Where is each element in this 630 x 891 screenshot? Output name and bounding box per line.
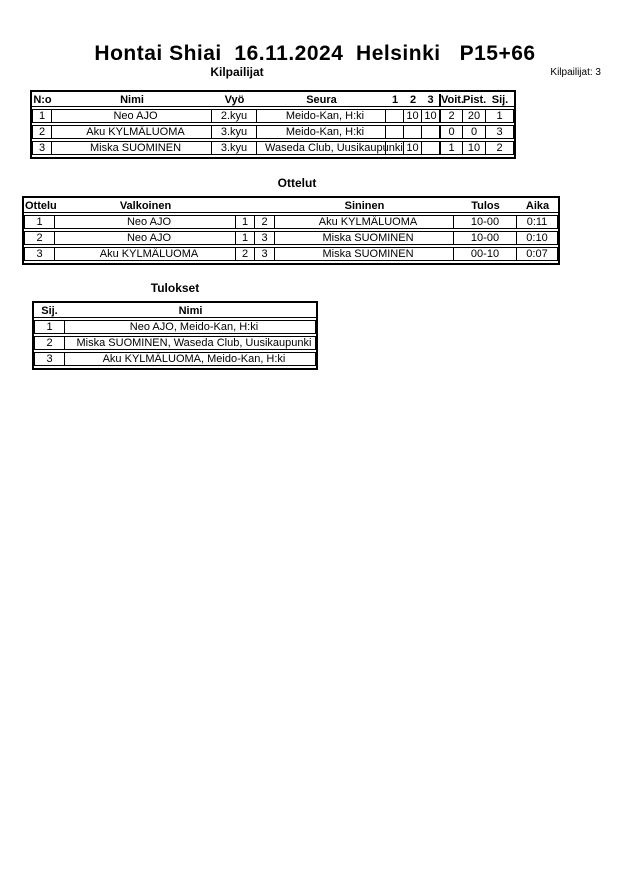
cell-sij: 1 (486, 109, 514, 123)
cell-blue-no: 2 (255, 215, 275, 229)
section-title-ottelut: Ottelut (277, 176, 317, 190)
cell-white-name: Neo AJO (55, 231, 236, 245)
cell-score-3 (422, 125, 439, 139)
competitor-count: Kilpailijat: 3 (550, 67, 601, 78)
table-row (24, 215, 558, 229)
col-header-tulos: Tulos (454, 200, 517, 213)
cell-competitor: Miska SUOMINEN, Waseda Club, Uusikaupunki (65, 336, 316, 350)
col-header-sininen: Sininen (275, 200, 454, 213)
col-header-opp1: 1 (386, 94, 404, 107)
cell-blue-name: Miska SUOMINEN (275, 247, 454, 261)
cell-score-1 (386, 125, 404, 139)
table-header-row (34, 305, 316, 318)
cell-vyo: 3.kyu (212, 141, 257, 155)
col-header-white-no (236, 200, 255, 213)
cell-competitor: Neo AJO, Meido-Kan, H:ki (65, 320, 316, 334)
table-row (24, 231, 558, 245)
cell-score-3: 10 (422, 109, 439, 123)
table-row (32, 141, 514, 155)
col-header-pist: Pist. (463, 94, 487, 106)
table-row (32, 125, 514, 139)
kilpailijat-table (30, 90, 516, 159)
cell-score-3 (422, 141, 439, 155)
cell-blue-no: 3 (255, 247, 275, 261)
cell-seura: Waseda Club, Uusikaupunki (257, 141, 386, 155)
cell-blue-name: Miska SUOMINEN (275, 231, 454, 245)
ottelut-table (22, 196, 560, 265)
cell-vyo: 3.kyu (212, 125, 257, 139)
cell-vyo: 2.kyu (212, 109, 257, 123)
cell-pist: 0 (463, 125, 486, 139)
cell-no: 3 (32, 141, 52, 155)
table-header-row (24, 200, 558, 213)
col-header-ottelu: Ottelu (25, 200, 57, 212)
col-header-opp2: 2 (404, 94, 422, 107)
cell-nimi: Neo AJO (52, 109, 212, 123)
col-header-aika: Aika (517, 200, 558, 213)
cell-voit: 0 (439, 125, 463, 139)
cell-result: 00-10 (454, 247, 517, 261)
cell-sij: 2 (486, 141, 514, 155)
cell-seura: Meido-Kan, H:ki (257, 109, 386, 123)
cell-score-2: 10 (404, 109, 422, 123)
cell-score-2: 10 (404, 141, 422, 155)
cell-place: 3 (34, 352, 65, 366)
cell-place: 1 (34, 320, 65, 334)
cell-competitor: Aku KYLMÄLUOMA, Meido-Kan, H:ki (65, 352, 316, 366)
cell-match-no: 2 (24, 231, 55, 245)
table-row (34, 320, 316, 334)
table-row (34, 352, 316, 366)
cell-voit: 2 (439, 109, 463, 123)
section-title-kilpailijat: Kilpailijat (210, 65, 264, 79)
cell-place: 2 (34, 336, 65, 350)
col-header-blue-no (255, 200, 275, 213)
col-header-sij: Sij. (34, 305, 65, 318)
cell-pist: 10 (463, 141, 486, 155)
cell-voit: 1 (439, 141, 463, 155)
table-row (34, 336, 316, 350)
col-header-valkoinen: Valkoinen (55, 200, 236, 213)
cell-result: 10-00 (454, 215, 517, 229)
cell-pist: 20 (463, 109, 486, 123)
col-header-opp3: 3 (422, 94, 439, 107)
cell-blue-no: 3 (255, 231, 275, 245)
cell-nimi: Miska SUOMINEN (52, 141, 212, 155)
page-title: Hontai Shiai 16.11.2024 Helsinki P15+66 (94, 42, 536, 65)
table-row (24, 247, 558, 261)
cell-white-no: 2 (236, 247, 255, 261)
cell-white-no: 1 (236, 215, 255, 229)
cell-white-no: 1 (236, 231, 255, 245)
col-header-nimi: Nimi (52, 94, 212, 107)
col-header-no: N:o (33, 94, 52, 106)
cell-sij: 3 (486, 125, 514, 139)
cell-time: 0:11 (517, 215, 558, 229)
cell-white-name: Neo AJO (55, 215, 236, 229)
cell-time: 0:07 (517, 247, 558, 261)
cell-white-name: Aku KYLMÄLUOMA (55, 247, 236, 261)
cell-nimi: Aku KYLMÄLUOMA (52, 125, 212, 139)
table-header-row (32, 94, 514, 107)
col-header-voit: Voit. (441, 94, 465, 106)
cell-score-2 (404, 125, 422, 139)
cell-result: 10-00 (454, 231, 517, 245)
cell-no: 1 (32, 109, 52, 123)
col-header-seura: Seura (257, 94, 386, 107)
cell-match-no: 1 (24, 215, 55, 229)
cell-blue-name: Aku KYLMÄLUOMA (275, 215, 454, 229)
cell-seura: Meido-Kan, H:ki (257, 125, 386, 139)
cell-no: 2 (32, 125, 52, 139)
table-row (32, 109, 514, 123)
col-header-nimi: Nimi (65, 305, 316, 318)
cell-match-no: 3 (24, 247, 55, 261)
section-title-tulokset: Tulokset (150, 281, 200, 295)
cell-score-1 (386, 109, 404, 123)
col-header-vyo: Vyö (212, 94, 257, 107)
cell-time: 0:10 (517, 231, 558, 245)
col-header-sij: Sij. (486, 94, 514, 107)
tulokset-table (32, 301, 318, 370)
